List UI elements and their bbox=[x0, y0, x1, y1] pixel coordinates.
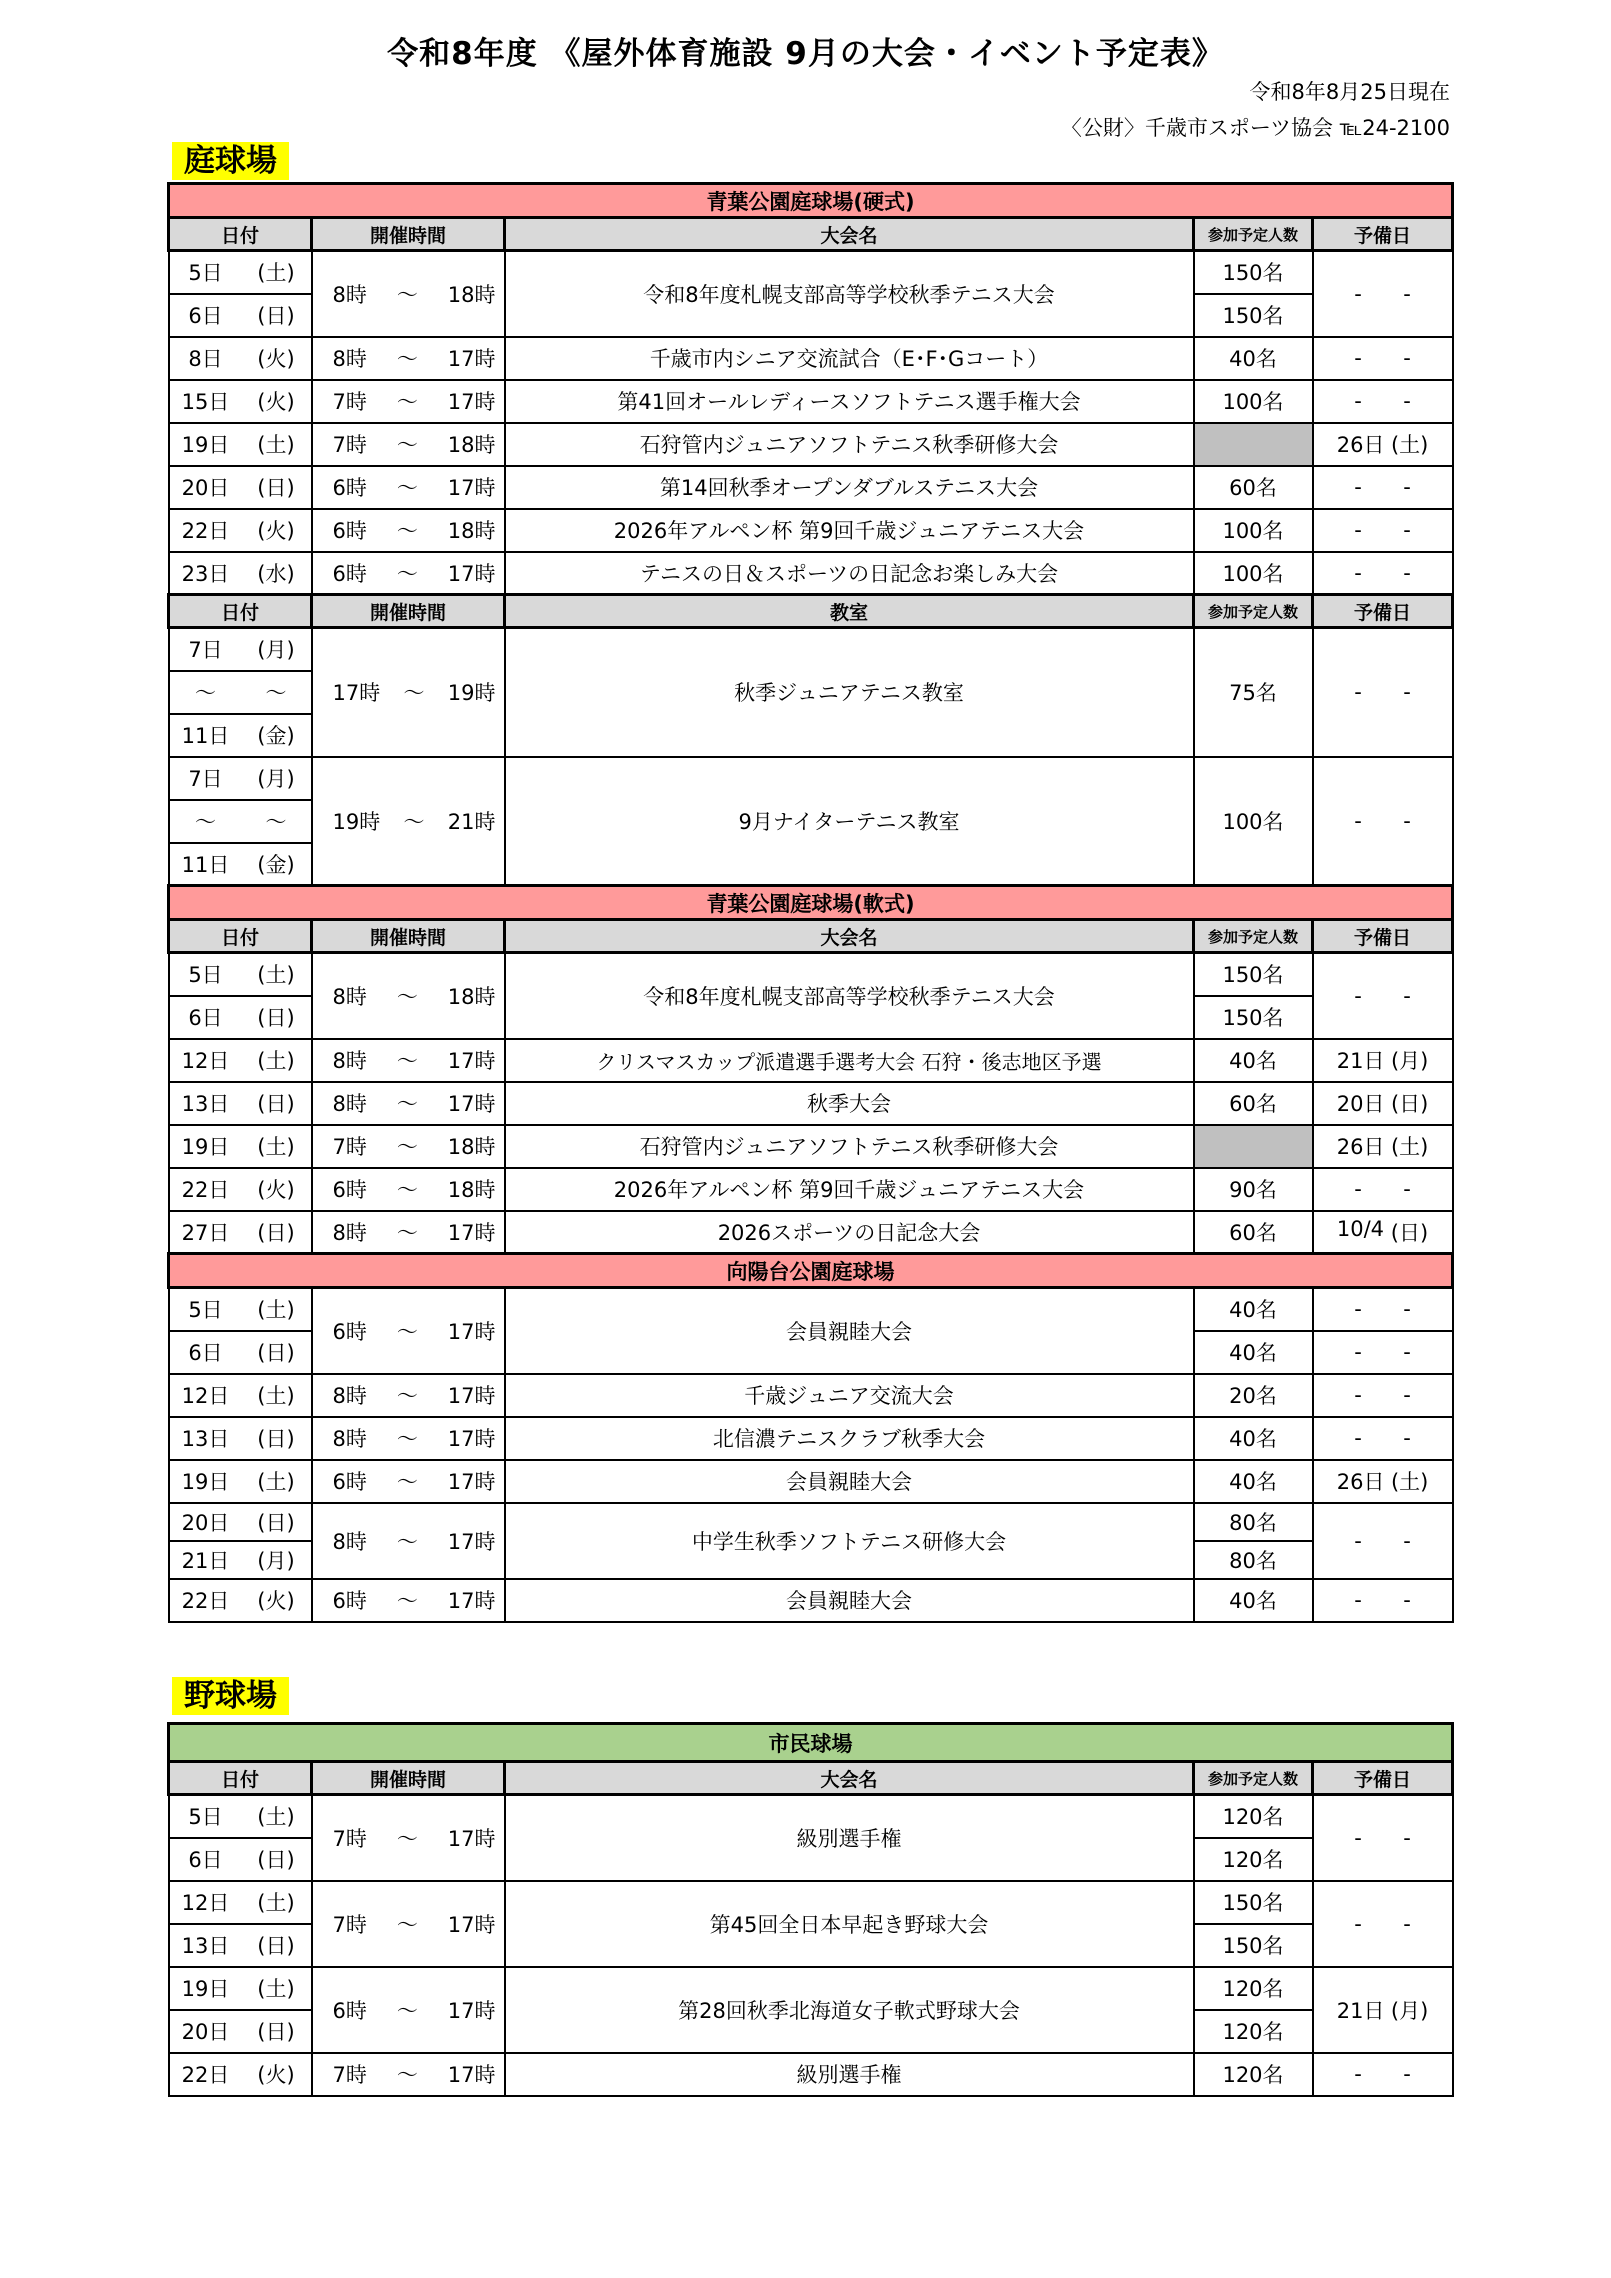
participant-count: 40名 bbox=[1194, 1039, 1313, 1082]
weekday: (火) bbox=[242, 2053, 312, 2096]
header-count: 参加予定人数 bbox=[1194, 218, 1313, 251]
reserve-day: - - bbox=[1313, 380, 1453, 423]
reserve-day: - - bbox=[1313, 509, 1453, 552]
header-reserve: 予備日 bbox=[1313, 920, 1453, 953]
weekday: (日) bbox=[242, 294, 312, 337]
day: 6日 bbox=[169, 1838, 242, 1881]
weekday: (土) bbox=[242, 1967, 312, 2010]
weekday: (日) bbox=[242, 1082, 312, 1125]
table-row bbox=[169, 423, 1453, 466]
time-cell: 8時 ～ 18時 bbox=[312, 953, 505, 1039]
day: 23日 bbox=[169, 552, 242, 595]
event-name: 2026年アルペン杯 第9回千歳ジュニアテニス大会 bbox=[505, 509, 1194, 552]
time-cell: 8時 ～ 17時 bbox=[312, 1503, 505, 1579]
section-label-tennis: 庭球場 bbox=[172, 142, 289, 180]
time-cell: 8時 ～ 18時 bbox=[312, 251, 505, 337]
event-name: 中学生秋季ソフトテニス研修大会 bbox=[505, 1503, 1194, 1579]
event-name: 千歳ジュニア交流大会 bbox=[505, 1374, 1194, 1417]
range-tilde: ～ bbox=[169, 671, 242, 714]
weekday: (月) bbox=[242, 1541, 312, 1579]
reserve-day: - - bbox=[1313, 757, 1453, 886]
header-time: 開催時間 bbox=[312, 218, 505, 251]
reserve-day: 26日 (土) bbox=[1313, 423, 1453, 466]
header-date: 日付 bbox=[169, 920, 312, 953]
participant-count: 150名 bbox=[1194, 1881, 1313, 1924]
time-cell: 6時 ～ 17時 bbox=[312, 552, 505, 595]
day: 12日 bbox=[169, 1374, 242, 1417]
time-cell: 7時 ～ 17時 bbox=[312, 380, 505, 423]
time-cell: 8時 ～ 17時 bbox=[312, 1374, 505, 1417]
time-cell: 7時 ～ 17時 bbox=[312, 1881, 505, 1967]
participant-count: 120名 bbox=[1194, 2010, 1313, 2053]
range-tilde: ～ bbox=[242, 671, 312, 714]
day: 8日 bbox=[169, 337, 242, 380]
participant-count: 40名 bbox=[1194, 1331, 1313, 1374]
header-count: 参加予定人数 bbox=[1194, 920, 1313, 953]
table-row bbox=[169, 552, 1453, 595]
participant-count: 150名 bbox=[1194, 996, 1313, 1039]
reserve-day: - - bbox=[1313, 1288, 1453, 1331]
table-row bbox=[169, 1168, 1453, 1211]
range-tilde: ～ bbox=[169, 800, 242, 843]
time-cell: 7時 ～ 18時 bbox=[312, 423, 505, 466]
header-event: 大会名 bbox=[505, 920, 1194, 953]
weekday: (火) bbox=[242, 380, 312, 423]
event-name: 令和8年度札幌支部高等学校秋季テニス大会 bbox=[505, 953, 1194, 1039]
weekday: (日) bbox=[242, 1503, 312, 1541]
weekday: (土) bbox=[242, 953, 312, 996]
table-row bbox=[169, 628, 1453, 671]
weekday: (火) bbox=[242, 1168, 312, 1211]
reserve-day: - - bbox=[1313, 1795, 1453, 1881]
weekday: (土) bbox=[242, 251, 312, 294]
table-row bbox=[169, 1039, 1453, 1082]
participant-count: 60名 bbox=[1194, 1082, 1313, 1125]
participant-count: 120名 bbox=[1194, 1838, 1313, 1881]
weekday: (土) bbox=[242, 1125, 312, 1168]
participant-count: 100名 bbox=[1194, 757, 1313, 886]
reserve-day: 10/4 (日) bbox=[1313, 1211, 1453, 1254]
day: 22日 bbox=[169, 1579, 242, 1622]
weekday: (土) bbox=[242, 1460, 312, 1503]
participant-count: 150名 bbox=[1194, 953, 1313, 996]
weekday: (火) bbox=[242, 1579, 312, 1622]
event-name: 千歳市内シニア交流試合（E･F･Gコート） bbox=[505, 337, 1194, 380]
venue-header-aoba-hard bbox=[169, 184, 1453, 218]
as-of-date: 令和8年8月25日現在 bbox=[1249, 80, 1450, 104]
table-row bbox=[169, 1967, 1453, 2010]
weekday: (土) bbox=[242, 1881, 312, 1924]
reserve-day: - - bbox=[1313, 1168, 1453, 1211]
range-tilde: ～ bbox=[242, 800, 312, 843]
day: 6日 bbox=[169, 996, 242, 1039]
day: 22日 bbox=[169, 509, 242, 552]
reserve-day: 21日 (月) bbox=[1313, 1967, 1453, 2053]
table-row bbox=[169, 2053, 1453, 2096]
weekday: (日) bbox=[242, 996, 312, 1039]
time-cell: 6時 ～ 17時 bbox=[312, 1579, 505, 1622]
day: 5日 bbox=[169, 1288, 242, 1331]
event-name: 第28回秋季北海道女子軟式野球大会 bbox=[505, 1967, 1194, 2053]
header-date: 日付 bbox=[169, 1762, 312, 1795]
time-cell: 6時 ～ 17時 bbox=[312, 1288, 505, 1374]
table-row bbox=[169, 1579, 1453, 1622]
day: 5日 bbox=[169, 953, 242, 996]
day: 13日 bbox=[169, 1924, 242, 1967]
event-name: 秋季大会 bbox=[505, 1082, 1194, 1125]
header-date: 日付 bbox=[169, 218, 312, 251]
day: 13日 bbox=[169, 1417, 242, 1460]
day: 20日 bbox=[169, 2010, 242, 2053]
table-row bbox=[169, 1417, 1453, 1460]
column-header-row bbox=[169, 1762, 1453, 1795]
reserve-day: - - bbox=[1313, 552, 1453, 595]
reserve-day: 26日 (土) bbox=[1313, 1125, 1453, 1168]
day: 15日 bbox=[169, 380, 242, 423]
participant-count: 80名 bbox=[1194, 1541, 1313, 1579]
day: 20日 bbox=[169, 1503, 242, 1541]
day: 19日 bbox=[169, 1967, 242, 2010]
day: 12日 bbox=[169, 1881, 242, 1924]
time-cell: 6時 ～ 17時 bbox=[312, 466, 505, 509]
participant-count: 60名 bbox=[1194, 466, 1313, 509]
organization-contact: 〈公財〉千歳市スポーツ協会 ℡24-2100 bbox=[1060, 116, 1450, 140]
event-name: テニスの日＆スポーツの日記念お楽しみ大会 bbox=[505, 552, 1194, 595]
day: 7日 bbox=[169, 757, 242, 800]
event-name: 石狩管内ジュニアソフトテニス秋季研修大会 bbox=[505, 1125, 1194, 1168]
weekday: (土) bbox=[242, 1374, 312, 1417]
participant-count: 40名 bbox=[1194, 1579, 1313, 1622]
event-name: 石狩管内ジュニアソフトテニス秋季研修大会 bbox=[505, 423, 1194, 466]
participant-count: 120名 bbox=[1194, 2053, 1313, 2096]
table-row bbox=[169, 757, 1453, 800]
day: 19日 bbox=[169, 423, 242, 466]
table-row bbox=[169, 1374, 1453, 1417]
day: 27日 bbox=[169, 1211, 242, 1254]
day: 5日 bbox=[169, 251, 242, 294]
reserve-day: - - bbox=[1313, 1579, 1453, 1622]
event-name: 北信濃テニスクラブ秋季大会 bbox=[505, 1417, 1194, 1460]
time-cell: 6時 ～ 18時 bbox=[312, 509, 505, 552]
time-cell: 8時 ～ 17時 bbox=[312, 337, 505, 380]
day: 22日 bbox=[169, 2053, 242, 2096]
day: 5日 bbox=[169, 1795, 242, 1838]
weekday: (日) bbox=[242, 1924, 312, 1967]
time-cell: 6時 ～ 17時 bbox=[312, 1967, 505, 2053]
day: 6日 bbox=[169, 1331, 242, 1374]
classroom-name: 秋季ジュニアテニス教室 bbox=[505, 628, 1194, 757]
participant-count: 20名 bbox=[1194, 1374, 1313, 1417]
participant-count: 90名 bbox=[1194, 1168, 1313, 1211]
day: 12日 bbox=[169, 1039, 242, 1082]
header-time: 開催時間 bbox=[312, 920, 505, 953]
header-reserve: 予備日 bbox=[1313, 595, 1453, 628]
header-count: 参加予定人数 bbox=[1194, 595, 1313, 628]
weekday: (月) bbox=[242, 757, 312, 800]
table-row bbox=[169, 466, 1453, 509]
section-label-baseball: 野球場 bbox=[172, 1677, 289, 1715]
venue-name: 向陽台公園庭球場 bbox=[169, 1254, 1453, 1288]
reserve-day: - - bbox=[1313, 466, 1453, 509]
weekday: (金) bbox=[242, 843, 312, 886]
reserve-day: - - bbox=[1313, 1331, 1453, 1374]
time-cell: 8時 ～ 17時 bbox=[312, 1211, 505, 1254]
time-cell: 8時 ～ 17時 bbox=[312, 1417, 505, 1460]
reserve-day: - - bbox=[1313, 1881, 1453, 1967]
table-row bbox=[169, 1881, 1453, 1924]
table-row bbox=[169, 1082, 1453, 1125]
table-row bbox=[169, 251, 1453, 294]
weekday: (日) bbox=[242, 1838, 312, 1881]
weekday: (火) bbox=[242, 337, 312, 380]
reserve-day: 21日 (月) bbox=[1313, 1039, 1453, 1082]
weekday: (日) bbox=[242, 1331, 312, 1374]
header-reserve: 予備日 bbox=[1313, 1762, 1453, 1795]
participant-count: 40名 bbox=[1194, 1460, 1313, 1503]
reserve-day: - - bbox=[1313, 628, 1453, 757]
weekday: (土) bbox=[242, 423, 312, 466]
day: 6日 bbox=[169, 294, 242, 337]
participant-count: 100名 bbox=[1194, 380, 1313, 423]
time-cell: 6時 ～ 18時 bbox=[312, 1168, 505, 1211]
venue-name: 青葉公園庭球場(硬式) bbox=[169, 184, 1453, 218]
header-time: 開催時間 bbox=[312, 595, 505, 628]
participant-count: 100名 bbox=[1194, 552, 1313, 595]
reserve-day: - - bbox=[1313, 2053, 1453, 2096]
weekday: (日) bbox=[242, 1211, 312, 1254]
event-name: 第45回全日本早起き野球大会 bbox=[505, 1881, 1194, 1967]
participant-count: 40名 bbox=[1194, 337, 1313, 380]
reserve-day: - - bbox=[1313, 1417, 1453, 1460]
participant-count: 80名 bbox=[1194, 1503, 1313, 1541]
event-name: クリスマスカップ派遣選手選考大会 石狩・後志地区予選 bbox=[505, 1039, 1194, 1082]
day: 20日 bbox=[169, 466, 242, 509]
table-row bbox=[169, 1503, 1453, 1541]
classroom-name: 9月ナイターテニス教室 bbox=[505, 757, 1194, 886]
participant-count: 100名 bbox=[1194, 509, 1313, 552]
time-cell: 8時 ～ 17時 bbox=[312, 1039, 505, 1082]
header-reserve: 予備日 bbox=[1313, 218, 1453, 251]
weekday: (火) bbox=[242, 509, 312, 552]
participant-count-blank bbox=[1194, 423, 1313, 466]
day: 19日 bbox=[169, 1460, 242, 1503]
day: 13日 bbox=[169, 1082, 242, 1125]
header-date: 日付 bbox=[169, 595, 312, 628]
event-name: 級別選手権 bbox=[505, 2053, 1194, 2096]
page-title: 令和8年度 《屋外体育施設 9月の大会・イベント予定表》 bbox=[387, 36, 1224, 72]
tennis-schedule-table bbox=[167, 182, 1454, 1623]
venue-header-aoba-soft bbox=[169, 886, 1453, 920]
table-row bbox=[169, 953, 1453, 996]
participant-count: 120名 bbox=[1194, 1795, 1313, 1838]
weekday: (日) bbox=[242, 466, 312, 509]
table-row bbox=[169, 337, 1453, 380]
day: 22日 bbox=[169, 1168, 242, 1211]
table-row bbox=[169, 1288, 1453, 1331]
weekday: (土) bbox=[242, 1288, 312, 1331]
reserve-day: 20日 (日) bbox=[1313, 1082, 1453, 1125]
table-row bbox=[169, 1211, 1453, 1254]
day: 21日 bbox=[169, 1541, 242, 1579]
event-name: 令和8年度札幌支部高等学校秋季テニス大会 bbox=[505, 251, 1194, 337]
table-row bbox=[169, 1460, 1453, 1503]
column-header-row bbox=[169, 920, 1453, 953]
reserve-day: 26日 (土) bbox=[1313, 1460, 1453, 1503]
day: 19日 bbox=[169, 1125, 242, 1168]
participant-count: 150名 bbox=[1194, 251, 1313, 294]
time-cell: 6時 ～ 17時 bbox=[312, 1460, 505, 1503]
event-name: 2026年アルペン杯 第9回千歳ジュニアテニス大会 bbox=[505, 1168, 1194, 1211]
day: 11日 bbox=[169, 843, 242, 886]
weekday: (土) bbox=[242, 1039, 312, 1082]
time-cell: 19時 ～ 21時 bbox=[312, 757, 505, 886]
participant-count: 150名 bbox=[1194, 1924, 1313, 1967]
venue-name: 青葉公園庭球場(軟式) bbox=[169, 886, 1453, 920]
weekday: (土) bbox=[242, 1795, 312, 1838]
table-row bbox=[169, 1795, 1453, 1838]
day: 7日 bbox=[169, 628, 242, 671]
venue-name: 市民球場 bbox=[169, 1724, 1453, 1762]
weekday: (月) bbox=[242, 628, 312, 671]
event-name: 会員親睦大会 bbox=[505, 1579, 1194, 1622]
table-row bbox=[169, 509, 1453, 552]
time-cell: 8時 ～ 17時 bbox=[312, 1082, 505, 1125]
venue-header-koyodai bbox=[169, 1254, 1453, 1288]
table-row bbox=[169, 1125, 1453, 1168]
weekday: (金) bbox=[242, 714, 312, 757]
column-header-row bbox=[169, 218, 1453, 251]
time-cell: 7時 ～ 17時 bbox=[312, 1795, 505, 1881]
participant-count-blank bbox=[1194, 1125, 1313, 1168]
event-name: 2026スポーツの日記念大会 bbox=[505, 1211, 1194, 1254]
event-name: 第14回秋季オープンダブルステニス大会 bbox=[505, 466, 1194, 509]
participant-count: 120名 bbox=[1194, 1967, 1313, 2010]
participant-count: 60名 bbox=[1194, 1211, 1313, 1254]
participant-count: 150名 bbox=[1194, 294, 1313, 337]
reserve-day: - - bbox=[1313, 337, 1453, 380]
day: 11日 bbox=[169, 714, 242, 757]
baseball-schedule-table bbox=[167, 1722, 1454, 2097]
participant-count: 75名 bbox=[1194, 628, 1313, 757]
weekday: (日) bbox=[242, 1417, 312, 1460]
reserve-day: - - bbox=[1313, 953, 1453, 1039]
header-event: 大会名 bbox=[505, 1762, 1194, 1795]
time-cell: 17時 ～ 19時 bbox=[312, 628, 505, 757]
participant-count: 40名 bbox=[1194, 1288, 1313, 1331]
weekday: (水) bbox=[242, 552, 312, 595]
weekday: (日) bbox=[242, 2010, 312, 2053]
time-cell: 7時 ～ 17時 bbox=[312, 2053, 505, 2096]
reserve-day: - - bbox=[1313, 1503, 1453, 1579]
header-time: 開催時間 bbox=[312, 1762, 505, 1795]
venue-header-shimin bbox=[169, 1724, 1453, 1762]
reserve-day: - - bbox=[1313, 251, 1453, 337]
reserve-day: - - bbox=[1313, 1374, 1453, 1417]
event-name: 級別選手権 bbox=[505, 1795, 1194, 1881]
header-classroom: 教室 bbox=[505, 595, 1194, 628]
header-event: 大会名 bbox=[505, 218, 1194, 251]
event-name: 第41回オールレディースソフトテニス選手権大会 bbox=[505, 380, 1194, 423]
table-row bbox=[169, 380, 1453, 423]
column-header-row-classroom bbox=[169, 595, 1453, 628]
event-name: 会員親睦大会 bbox=[505, 1460, 1194, 1503]
event-name: 会員親睦大会 bbox=[505, 1288, 1194, 1374]
participant-count: 40名 bbox=[1194, 1417, 1313, 1460]
time-cell: 7時 ～ 18時 bbox=[312, 1125, 505, 1168]
header-count: 参加予定人数 bbox=[1194, 1762, 1313, 1795]
